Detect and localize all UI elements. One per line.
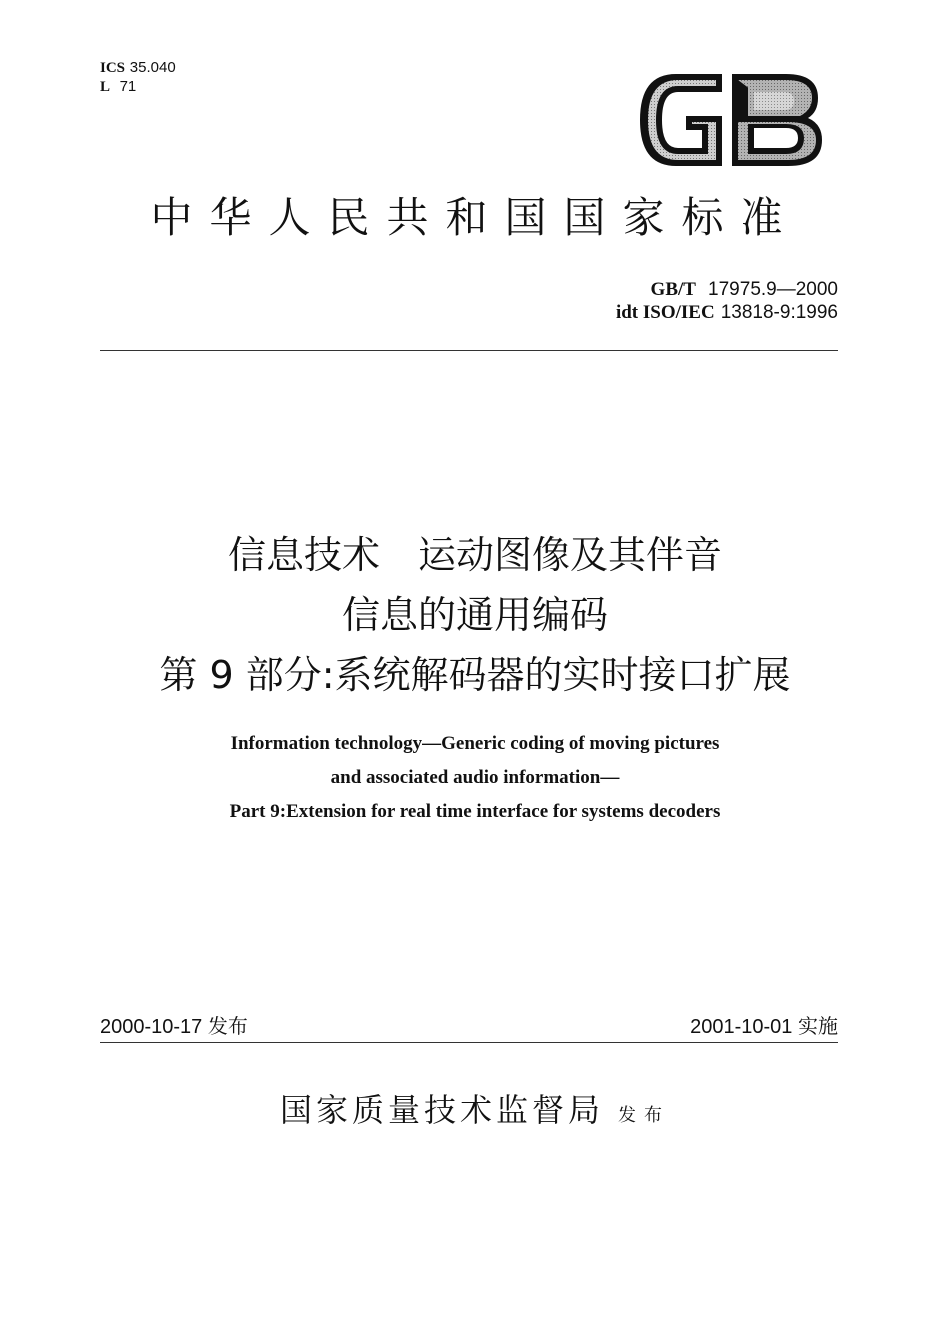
l-label: L [100,79,111,95]
english-title [60,727,890,829]
ics-value: 35.040 [129,59,176,76]
gb-logo-icon [636,68,826,172]
english-title-line1: Information technology—Generic coding of moving pictures [230,733,720,754]
ics-classification [100,58,176,96]
publisher-organization: 国家质量技术监督局 [279,1091,604,1129]
standard-number [616,278,838,324]
publisher [100,1085,850,1131]
idt-label: idt ISO/IEC [615,302,715,323]
english-title-line3: Part 9:Extension for real time interface for systems decoders [229,801,721,822]
header-divider [100,350,838,351]
chinese-title-line2: 信息的通用编码 [341,593,608,637]
english-title-line2: and associated audio information— [330,767,620,788]
chinese-title-line1: 信息技术 运动图像及其伴音 [227,533,722,577]
idt-value: 13818-9:1996 [720,302,838,323]
chinese-title-line3: 第 9 部分:系统解码器的实时接口扩展 [159,653,791,697]
effective-date: 2001-10-01 实施 [690,1016,838,1038]
gb-label: GB/T [650,279,696,300]
ics-label: ICS [100,60,126,76]
national-standard-title: 中华人民共和国国家标准 [150,193,800,242]
l-value: 71 [119,78,137,95]
chinese-title [60,525,890,705]
gb-value: 17975.9—2000 [708,279,838,300]
date-divider [100,1042,838,1043]
publisher-action: 发布 [618,1105,670,1126]
issue-date: 2000-10-17 发布 [100,1016,248,1038]
